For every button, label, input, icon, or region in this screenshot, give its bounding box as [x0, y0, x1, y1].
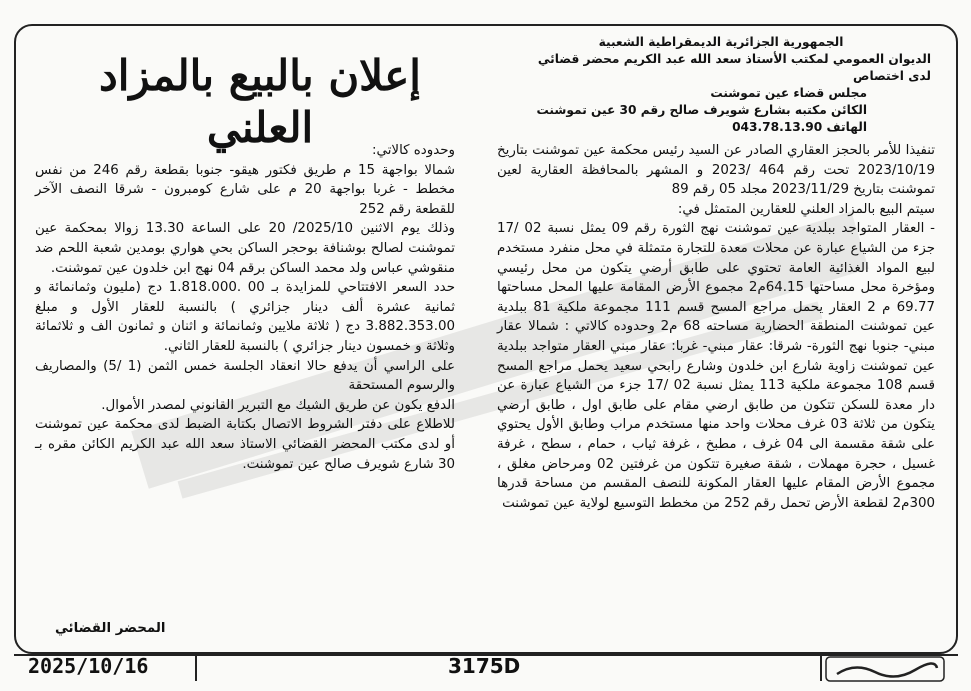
paragraph-property-description: - العقار المتواجد ببلدية عين تموشنت نهج الثورة رقم 09 يمثل نسبة 02 /17 جزء من الشياع عبارة عن محلات معدة للتجارة متمثلة في محل منفرد مستخدم لبيع المواد الغذائية العامة تحتوي على طابق أرضي يتكون من محل رئيسي ومؤخرة محل مساحتها 64.15م2 مجموع الأرض المقامة عليها المحل مساحتها 69.77 م 2 العقار يحمل مراجع المسح قسم 111 مجموعة ملكية 81 ببلدية عين تموشنت المنطقة الحضارية مساحته 68 م2 وحدوده كالاتي : شمالا عقار مبني- جنوبا نهج الثورة- شرقا: عقار مبني- غربا: عقار مبني العقار متواجد ببلدية عين تموشنت زاوية شارع ابن خلدون وشارع رابحي سعيد يحمل مراجع المسح قسم 108 مجموعة ملكية 113 يمثل نسبة 02 /17 جزء من الشياع عبارة عن دار معدة للسكن تتكون من طابق ارضي مقام على طابق اول ، طابق ارضي يتكون من ثلاثة 03 غرف محلات واحد منها مستخدم مراب وطابق الأول يحتوي على شقة مقسمة الى 04 غرف ، مطبخ ، غرفة ثياب ، حمام ، سطح ، غرفة غسيل ، حجرة مهملات ، شقة صغيرة تتكون من غرفتين 02 ومرحاض مغلق ، مجموع الأرض المقام عليها العقار المكونة للنصف المقسم من مساحة قدرها 300م2 لقطعة الأرض تحمل رقم 252 من مخطط التوسيع لولاية عين تموشنت — [497, 221, 936, 511]
paragraph-deposit: على الراسي أن يدفع حالا انعقاد الجلسة خمس الثمن (1 /5) والمصاريف والرسوم المستحقة — [35, 358, 455, 394]
paragraph-boundaries-heading: وحدوده كالاتي: — [372, 143, 455, 158]
paragraph-auction-date: وذلك يوم الاثنين 2025/10/ 20 على الساعة 13.30 زوالا بمحكمة عين تموشنت لصالح بوشنافة بوحجر الساكن بحي هواري بومدين شعبة اللحم ضد منقوشي عباس ولد محمد الساكن برقم 04 نهج ابن خلدون عين تموشنت. — [35, 221, 455, 276]
paragraph-starting-price: حدد السعر الافتتاحي للمزايدة بـ 00 .1.818.000 دج (مليون وثمانمائة و ثمانية عشرة ألف دينار جزائري ) بالنسبة للعقار الأول و مبلغ 3.882.353.00 دج ( ثلاثة ملايين وثمانمائة و اثنان و ثمانون الف و ثلاثمائة وثلاثة و خمسون دينار جزائري ) بالنسبة للعقار الثاني. — [35, 280, 455, 354]
header-office: الديوان العمومي لمكتب الأستاذ سعد الله عبد الكريم محضر قضائي لدى اختصاص — [537, 52, 931, 83]
header-republic: الجمهورية الجزائرية الديمقراطية الشعبية — [598, 35, 844, 49]
newspaper-logo — [825, 656, 945, 682]
footer-issue-number: 3175D — [448, 654, 521, 678]
page-title: إعلان بالبيع بالمزاد العلني — [99, 51, 421, 152]
left-column — [35, 141, 455, 474]
paragraph-boundaries: شمالا بواجهة 15 م طريق فكتور هيقو- جنوبا بقطعة رقم 246 من نفس مخطط - غربا بواجهة 20 م على شارع كومبرون - شرقا النصف الآخر للقطعة رقم 252 — [35, 162, 456, 217]
right-column — [497, 141, 935, 513]
paragraph-order: تنفيذا للأمر بالحجز العقاري الصادر عن السيد رئيس محكمة عين تموشنت بتاريخ 2023/10/19 تحت رقم 464 /2023 و المشهر بالمحافظة العقارية لعين تموشنت بتاريخ 2023/11/29 مجلد 05 رقم 89 — [497, 143, 935, 198]
paragraph-conditions: للاطلاع على دفتر الشروط الاتصال بكتابة الضبط لدى محكمة عين تموشنت أو لدى مكتب المحضر القضائي الاستاذ سعد الله عبد الكريم الكائن مقره بـ 30 شارع شويرف صالح عين تموشنت. — [35, 417, 455, 472]
header-address: الكائن مكتبه بشارع شويرف صالح رقم 30 عين تموشنت — [536, 103, 867, 117]
paragraph-sale-intro: سيتم البيع بالمزاد العلني للعقارين المتمثل في: — [677, 201, 935, 217]
footer-divider — [195, 655, 197, 681]
paragraph-payment: الدفع يكون عن طريق الشيك مع التبرير القانوني لمصدر الأموال. — [101, 397, 455, 413]
header-council: مجلس قضاء عين تموشنت — [710, 86, 867, 100]
header-phone: الهاتف 043.78.13.90 — [732, 120, 867, 134]
signature: المحضر القضائي — [55, 621, 166, 636]
footer-date: 2025/10/16 — [28, 654, 149, 678]
footer-divider — [820, 655, 822, 681]
issuer-header — [511, 34, 931, 136]
